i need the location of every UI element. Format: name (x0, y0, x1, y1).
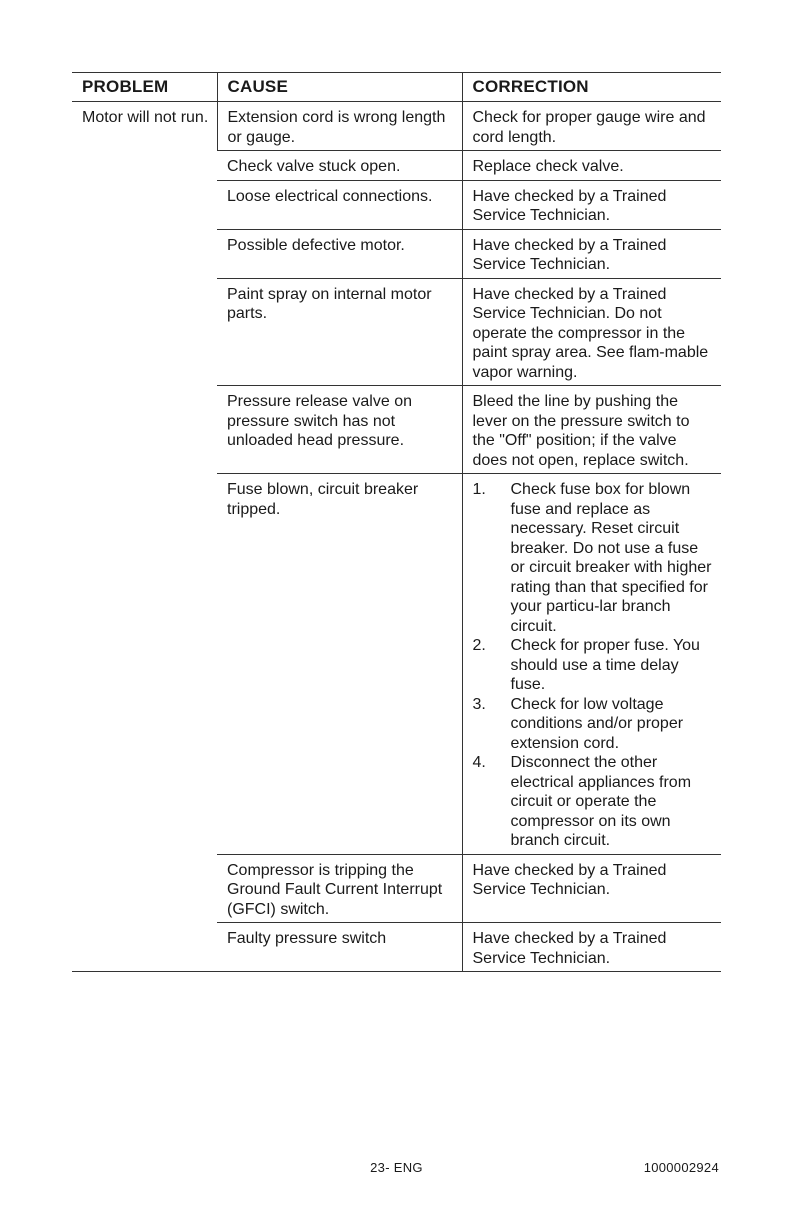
step-text: Check for proper fuse. You should use a time delay fuse. (510, 637, 700, 693)
cause-cell: Possible defective motor. (217, 229, 462, 278)
header-problem: PROBLEM (72, 73, 217, 102)
correction-cell: Bleed the line by pushing the lever on the pressure switch to the "Off" position; if the valve does not open, replace switch. (462, 386, 721, 474)
correction-cell: Have checked by a Trained Service Technician. (462, 229, 721, 278)
correction-cell: Have checked by a Trained Service Technician. (462, 854, 721, 923)
problem-cell: Motor will not run. (72, 102, 217, 972)
step-text: Disconnect the other electrical appliances from circuit or operate the compressor on its own branch circuit. (510, 754, 692, 849)
correction-cell: Have checked by a Trained Service Technician. Do not operate the compressor in the paint spray area. See flam-mable vapor warning. (462, 278, 721, 386)
correction-cell: Check for proper gauge wire and cord length. (462, 102, 721, 151)
correction-cell: Have checked by a Trained Service Technician. (462, 923, 721, 972)
correction-cell (462, 474, 721, 855)
correction-cell: Have checked by a Trained Service Technician. (462, 180, 721, 229)
step-number: 4. (472, 754, 486, 771)
cause-cell: Pressure release valve on pressure switch has not unloaded head pressure. (217, 386, 462, 474)
correction-cell: Replace check valve. (462, 151, 721, 181)
step-number: 3. (472, 695, 486, 713)
document-code: 1000002924 (643, 1160, 719, 1175)
cause-cell: Check valve stuck open. (217, 151, 462, 181)
step-text: Check for low voltage conditions and/or proper extension cord. (510, 695, 684, 752)
cause-cell: Extension cord is wrong length or gauge. (217, 102, 462, 151)
list-item (473, 480, 716, 636)
page-number: 23- ENG (370, 1160, 423, 1175)
list-item (473, 753, 716, 851)
cause-cell: Paint spray on internal motor parts. (217, 278, 462, 386)
troubleshooting-table (72, 72, 721, 972)
correction-steps-list (473, 480, 716, 851)
header-correction: CORRECTION (462, 73, 721, 102)
cause-cell: Faulty pressure switch (217, 923, 462, 972)
list-item (473, 695, 716, 754)
list-item (473, 636, 716, 695)
step-number: 1. (472, 481, 486, 498)
step-number: 2. (472, 637, 486, 654)
cause-cell: Compressor is tripping the Ground Fault Current Interrupt (GFCI) switch. (217, 854, 462, 923)
cause-cell: Loose electrical connections. (217, 180, 462, 229)
header-cause: CAUSE (217, 73, 462, 102)
table-header-row (72, 73, 721, 102)
table-row (72, 102, 721, 151)
step-text: Check fuse box for blown fuse and replace as necessary. Reset circuit breaker. Do not use a fuse or circuit breaker with higher rating than that specified for your particu-lar branch circuit. (510, 481, 712, 635)
cause-cell: Fuse blown, circuit breaker tripped. (217, 474, 462, 855)
